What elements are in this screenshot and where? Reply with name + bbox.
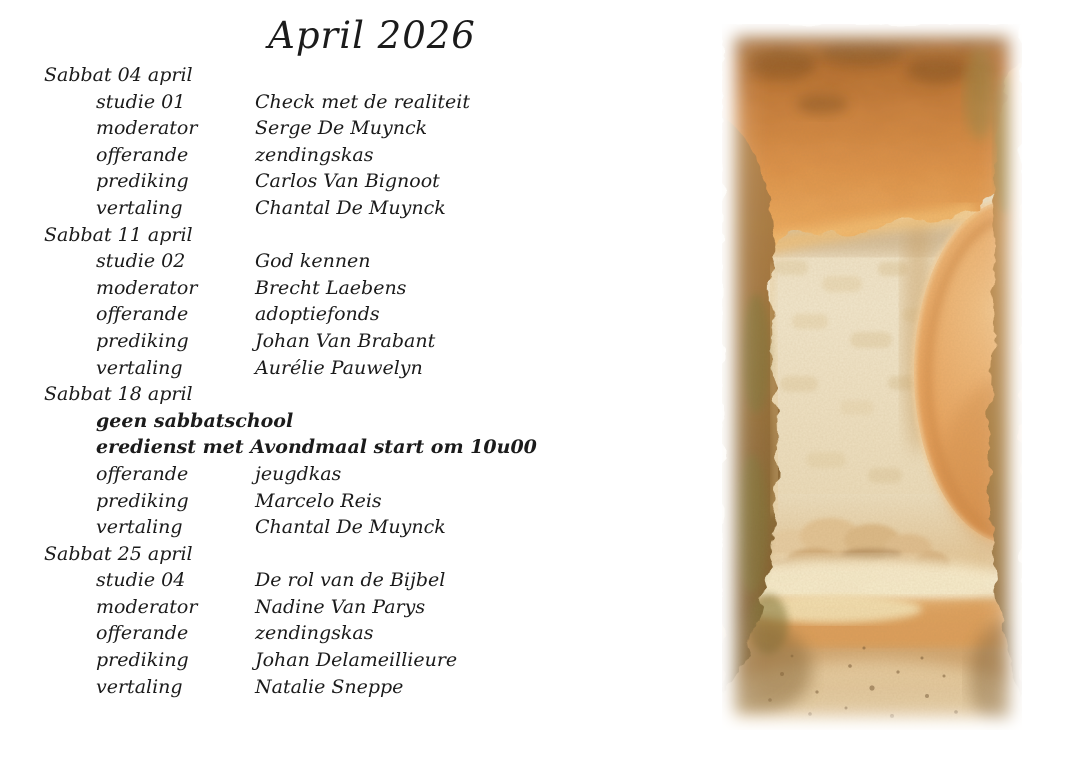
row-value: jeugdkas [255, 462, 342, 485]
row-label: offerande [96, 303, 189, 326]
row-value: God kennen [255, 250, 371, 273]
row-note: geen sabbatschool [96, 409, 294, 432]
schedule-row [44, 620, 537, 647]
row-label: vertaling [96, 196, 183, 219]
row-label: prediking [96, 329, 189, 352]
schedule-row [44, 328, 537, 355]
row-value: Check met de realiteit [255, 90, 470, 113]
row-label: offerande [96, 462, 189, 485]
row-note: eredienst met Avondmaal start om 10u00 [96, 436, 537, 459]
schedule-row [44, 115, 537, 142]
row-label: offerande [96, 622, 189, 645]
schedule-row [44, 647, 537, 674]
schedule-row [44, 275, 537, 302]
row-label: vertaling [96, 675, 183, 698]
schedule-row [44, 301, 537, 328]
row-label: studie 02 [96, 250, 186, 273]
schedule-row [44, 674, 537, 701]
row-value: Johan Delameillieure [255, 649, 458, 672]
schedule-row [44, 461, 537, 488]
schedule-row [44, 514, 537, 541]
page-title: April 2026 [268, 14, 476, 57]
schedule-row [44, 89, 537, 116]
row-label: offerande [96, 143, 189, 166]
row-label: prediking [96, 170, 189, 193]
row-value: Nadine Van Parys [255, 595, 426, 618]
section-date: Sabbat 18 april [44, 383, 193, 406]
row-label: moderator [96, 276, 198, 299]
row-value: De rol van de Bijbel [255, 569, 446, 592]
schedule-row [44, 195, 537, 222]
section-date: Sabbat 11 april [44, 223, 193, 246]
row-value: Johan Van Brabant [255, 329, 436, 352]
row-value: zendingskas [255, 622, 374, 645]
row-label: vertaling [96, 516, 183, 539]
schedule-section [44, 62, 537, 222]
schedule-row [44, 488, 537, 515]
schedule-row [44, 567, 537, 594]
section-date: Sabbat 25 april [44, 542, 193, 565]
row-value: Marcelo Reis [255, 489, 382, 512]
row-label: vertaling [96, 356, 183, 379]
row-value: Brecht Laebens [255, 276, 407, 299]
row-label: studie 01 [96, 90, 186, 113]
schedule-section [44, 222, 537, 382]
section-date: Sabbat 04 april [44, 64, 193, 86]
row-value: Carlos Van Bignoot [255, 170, 440, 193]
row-label: prediking [96, 649, 189, 672]
schedule-row [44, 434, 537, 461]
row-value: Serge De Muynck [255, 117, 428, 140]
row-label: studie 04 [96, 569, 186, 592]
schedule-row [44, 355, 537, 382]
schedule-section [44, 381, 537, 541]
row-label: prediking [96, 489, 189, 512]
row-value: Chantal De Muynck [255, 196, 446, 219]
schedule-row [44, 168, 537, 195]
row-value: adoptiefonds [255, 303, 380, 326]
row-label: moderator [96, 595, 198, 618]
empty-tomb-photo [722, 24, 1022, 730]
row-value: Aurélie Pauwelyn [255, 356, 423, 379]
schedule-row [44, 594, 537, 621]
schedule [44, 62, 537, 700]
schedule-row [44, 142, 537, 169]
schedule-row [44, 408, 537, 435]
row-value: zendingskas [255, 143, 374, 166]
row-value: Natalie Sneppe [255, 675, 404, 698]
schedule-section [44, 541, 537, 701]
schedule-row [44, 248, 537, 275]
row-label: moderator [96, 117, 198, 140]
row-value: Chantal De Muynck [255, 516, 446, 539]
